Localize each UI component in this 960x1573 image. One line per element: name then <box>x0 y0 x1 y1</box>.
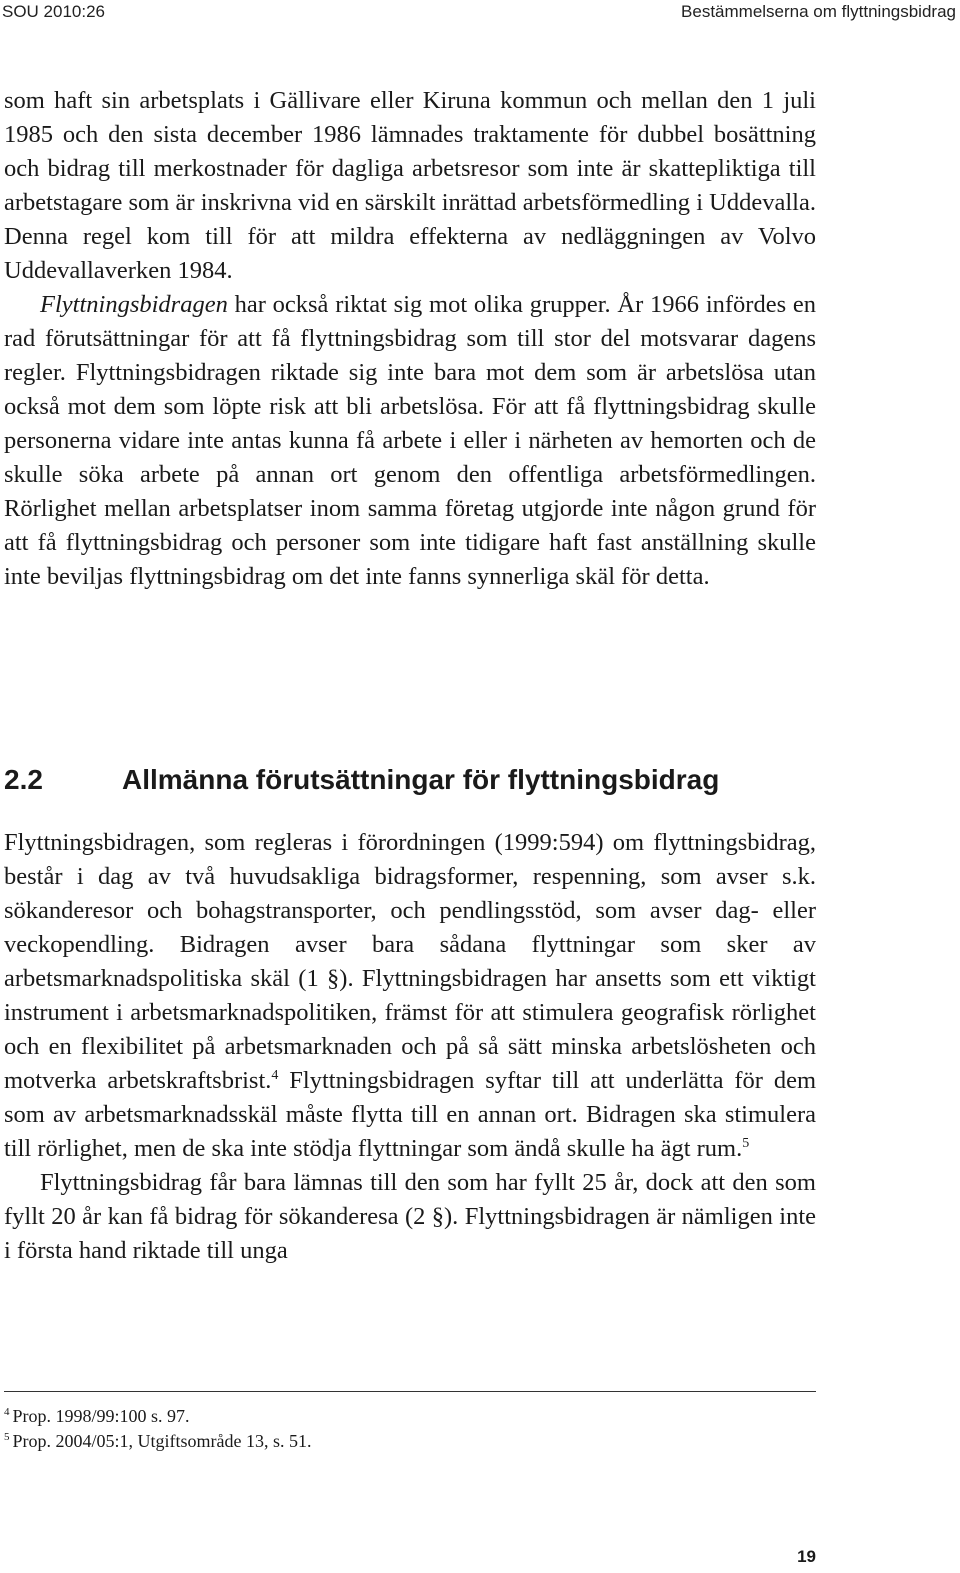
section-text <box>4 826 816 1268</box>
footnote <box>4 1404 312 1429</box>
intro-text <box>4 84 816 594</box>
section-title: Allmänna förutsättningar för flyttningsbidrag <box>122 764 720 795</box>
intro-paragraph-1: som haft sin arbetsplats i Gällivare eller Kiruna kommun och mellan den 1 juli 1985 och den sista december 1986 lämnades traktamente för dubbel bosättning och bidrag till merkostnader för dagliga arbetsresor som inte är skattepliktiga till arbetstagare som är inskrivna vid en särskilt inrättad arbetsförmedling i Uddevalla. Denna regel kom till för att mildra effekterna av nedläggningen av Volvo Uddevallaverken 1984. <box>4 87 816 284</box>
section-number: 2.2 <box>4 764 43 795</box>
footnote <box>4 1429 312 1454</box>
page-number: 19 <box>797 1547 816 1566</box>
footnote-text: Prop. 2004/05:1, Utgiftsområde 13, s. 51. <box>12 1431 312 1451</box>
header-chapter-title: Bestämmelserna om flyttningsbidrag <box>681 2 956 21</box>
section-paragraph-1-text-b: Flyttningsbidragen syftar till att underlätta för dem som av arbetsmarknadsskäl måste flytta till en annan ort. Bidragen ska stimulera till rörlighet, men de ska inte stödja flyttningar som ändå skulle ha ägt rum. <box>4 1067 816 1162</box>
footnote-mark: 4 <box>4 1406 10 1418</box>
intro-paragraph-2 <box>4 288 816 594</box>
section-heading <box>4 764 719 796</box>
footnotes <box>4 1404 312 1454</box>
header-document-id: SOU 2010:26 <box>2 2 106 21</box>
section-paragraph-1 <box>4 826 816 1166</box>
footnote-divider <box>4 1391 816 1392</box>
footnote-mark: 5 <box>4 1431 10 1443</box>
footnote-ref-5: 5 <box>742 1135 750 1151</box>
section-paragraph-2: Flyttningsbidrag får bara lämnas till den som har fyllt 25 år, dock att den som fyllt 20 år kan få bidrag för sökanderesa (2 §). Flyttningsbidragen är nämligen inte i första hand riktade till unga <box>4 1169 816 1264</box>
page-header <box>0 0 960 26</box>
footnote-ref-4: 4 <box>271 1067 279 1083</box>
footnote-text: Prop. 1998/99:100 s. 97. <box>12 1406 190 1426</box>
intro-emphasis: Flyttningsbidragen <box>40 291 228 318</box>
intro-paragraph-2-text: har också riktat sig mot olika grupper. År 1966 infördes en rad förutsättningar för att få flyttningsbidrag som till stor del motsvarar dagens regler. Flyttningsbidragen riktade sig inte bara mot dem som är arbetslösa utan också mot dem som löpte risk att bli arbetslösa. För att få flyttningsbidrag skulle personerna vidare inte antas kunna få arbete i eller i närheten av hemorten och de skulle söka arbete på annan ort genom den offentliga arbetsförmedlingen. Rörlighet mellan arbetsplatser inom samma företag utgjorde inte någon grund för att få flyttningsbidrag och personer som inte tidigare haft fast anställning skulle inte beviljas flyttningsbidrag om det inte fanns synnerliga skäl för detta. <box>4 291 816 590</box>
section-paragraph-1-text-a: Flyttningsbidragen, som regleras i förordningen (1999:594) om flyttningsbidrag, består i dag av två huvudsakliga bidragsformer, respenning, som avser s.k. sökanderesor och bohagstransporter, och pendlingsstöd, som avser dag- eller veckopendling. Bidragen avser bara sådana flyttningar som sker av arbetsmarknadspolitiska skäl (1 §). Flyttningsbidragen har ansetts som ett viktigt instrument i arbetsmarknadspolitiken, främst för att stimulera geografisk rörlighet och en flexibilitet på arbetsmarknaden och på så sätt minska arbetslösheten och motverka arbetskraftsbrist. <box>4 829 816 1094</box>
